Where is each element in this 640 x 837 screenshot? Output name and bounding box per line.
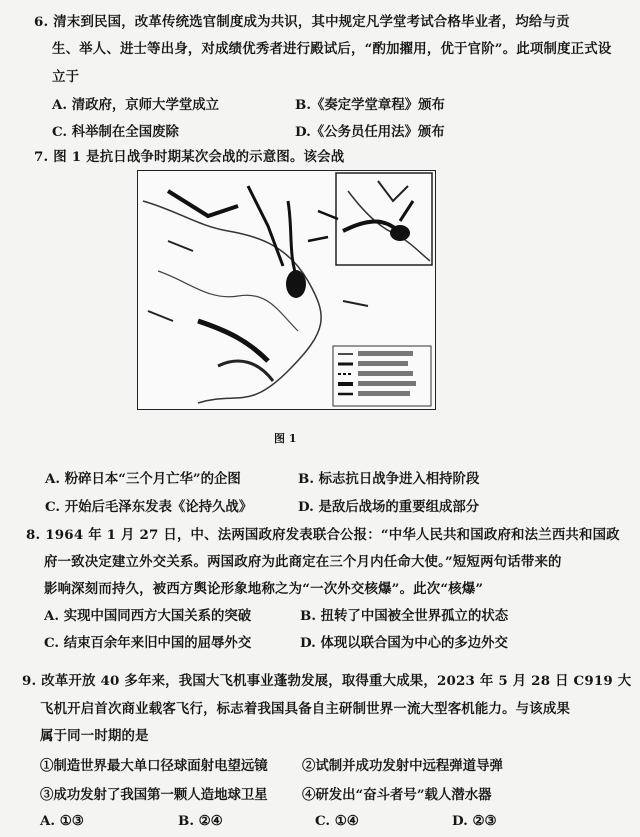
legend-text-1 <box>358 351 413 356</box>
battle-map-drawing <box>138 171 435 409</box>
q8-option-a[interactable]: A. 实现中国同西方大国关系的突破 <box>44 608 252 624</box>
attack-arrow-2 <box>248 186 283 266</box>
q6-stem-line2: 生、举人、进士等出身，对成绩优秀者进行殿试后，“酌加擢用，优于官阶”。此项制度正式设 <box>52 41 612 57</box>
q6-option-a[interactable]: A. 清政府，京师大学堂成立 <box>52 97 220 113</box>
q7-option-a[interactable]: A. 粉碎日本“三个月亡华”的企图 <box>45 471 241 487</box>
q9-item-3: ③成功发射了我国第一颗人造地球卫星 <box>40 787 268 803</box>
main-river <box>143 201 321 403</box>
q7-stem: 7. 图 1 是抗日战争时期某次会战的示意图。该会战 <box>34 149 345 165</box>
main-battle-zone <box>286 270 306 298</box>
q8-option-d[interactable]: D. 体现以联合国为中心的多边外交 <box>300 635 508 651</box>
inset-arrow <box>378 181 408 201</box>
q9-stem-line3: 属于同一时期的是 <box>40 728 149 744</box>
inset-map-frame <box>336 173 432 265</box>
legend-text-5 <box>358 391 410 396</box>
q9-option-c[interactable]: C. ①④ <box>315 813 359 829</box>
attack-arrow-1 <box>168 191 238 216</box>
q8-number: 8. <box>26 527 41 543</box>
q8-option-c[interactable]: C. 结束百余年来旧中国的屈辱外交 <box>44 635 252 651</box>
battle-map-figure <box>137 170 436 410</box>
attack-arrow-4 <box>288 201 298 281</box>
q6-option-c[interactable]: C. 科举制在全国废除 <box>52 124 179 140</box>
q8-stem-line1: 8. 1964 年 1 月 27 日，中、法两国政府发表联合公报：“中华人民共和国政府和法兰西共和国政 <box>26 527 620 543</box>
q9-option-d[interactable]: D. ②③ <box>452 813 497 829</box>
q9-option-a[interactable]: A. ①③ <box>40 813 84 829</box>
inset-battle-zone <box>390 225 410 241</box>
q6-option-d[interactable]: D.《公务员任用法》颁布 <box>295 124 445 140</box>
q9-item-1: ①制造世界最大单口径球面射电望远镜 <box>40 758 268 774</box>
front-mark-3 <box>168 241 193 251</box>
main-river-2 <box>158 271 298 331</box>
front-mark-5 <box>343 301 368 306</box>
q6-stem-line1: 6. 清末到民国，改革传统选官制度成为共识，其中规定凡学堂考试合格毕业者，均给与贡 <box>34 14 570 30</box>
q9-stem-line1: 9. 改革开放 40 多年来，我国大飞机事业蓬勃发展，取得重大成果，2023 年 5 月 28 日 C919 大 <box>22 673 632 689</box>
attack-arrow-3 <box>198 321 268 361</box>
q7-number: 7. <box>34 149 49 165</box>
q8-stem-line2: 府一致决定建立外交关系。两国政府为此商定在三个月内任命大使。”短短两句话带来的 <box>44 554 562 570</box>
q6-stem-line3: 立于 <box>52 69 80 85</box>
front-mark-2 <box>308 237 328 241</box>
q8-option-b[interactable]: B. 扭转了中国被全世界孤立的状态 <box>300 608 509 624</box>
q6-option-b[interactable]: B.《奏定学堂章程》颁布 <box>295 97 445 113</box>
q7-option-d[interactable]: D. 是敌后战场的重要组成部分 <box>298 499 480 515</box>
q9-stem-line2: 飞机开启首次商业载客飞行，标志着我国具备自主研制世界一流大型客机能力。与该成果 <box>40 701 571 717</box>
attack-arrow-5 <box>218 361 273 381</box>
q9-option-b[interactable]: B. ②④ <box>178 813 223 829</box>
q8-stem-line3: 影响深刻而持久，被西方舆论形象地称之为“一次外交核爆”。此次“核爆” <box>44 581 484 597</box>
q9-number: 9. <box>22 673 37 689</box>
inset-front-arrow <box>343 222 398 231</box>
q9-item-2: ②试制并成功发射中远程弹道导弹 <box>302 758 503 774</box>
figure-caption: 图 1 <box>274 432 297 445</box>
q7-option-c[interactable]: C. 开始后毛泽东发表《论持久战》 <box>45 499 253 515</box>
q9-item-4: ④研发出“奋斗者号”载人潜水器 <box>302 787 492 803</box>
legend-text-3 <box>358 371 413 376</box>
legend-text-4 <box>358 381 416 386</box>
q7-option-b[interactable]: B. 标志抗日战争进入相持阶段 <box>298 471 480 487</box>
legend-text-2 <box>358 361 408 366</box>
front-mark-1 <box>318 211 338 219</box>
inset-arrow-2 <box>400 201 413 221</box>
q6-number: 6. <box>34 14 49 30</box>
front-mark-4 <box>148 311 173 321</box>
